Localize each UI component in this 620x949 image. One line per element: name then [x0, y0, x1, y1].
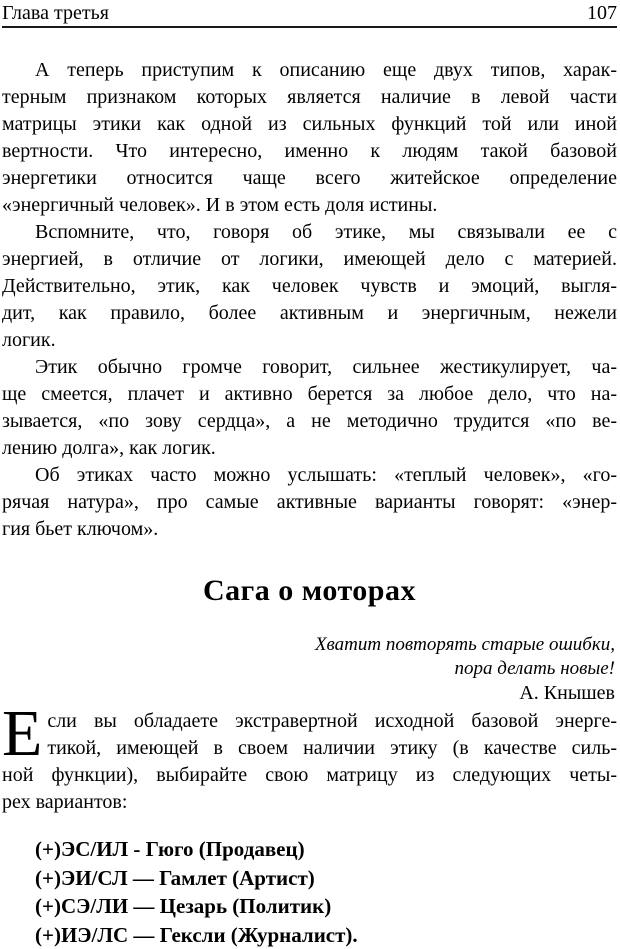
text-line: рячая натура», про самые активные варианты говорят: «энер-: [2, 491, 617, 513]
text-line: лению долга», как логик.: [2, 437, 216, 459]
text-line: (+)СЭ/ЛИ — Цезарь (Политик): [35, 894, 332, 918]
chapter-title: Глава третья: [2, 2, 109, 24]
paragraph-3: [2, 354, 617, 462]
text-line: зывается, «по зову сердца», а не методично трудится «по ве-: [2, 410, 617, 432]
text-line: Действительно, этик, как человек чувств и эмоций, выгля-: [2, 275, 617, 297]
text-line: матрицы этики как одной из сильных функций той или иной: [2, 113, 617, 135]
text-line: гия бьет ключом».: [2, 518, 159, 540]
text-line: Об этиках часто можно услышать: «теплый человек», «го-: [35, 464, 617, 486]
dropcap-paragraph-lines: [2, 697, 617, 816]
epigraph: [2, 633, 617, 681]
text-line: пора делать новые!: [454, 658, 615, 679]
text-line: (+)ЭС/ИЛ - Гюго (Продавец): [35, 837, 305, 861]
text-line: ще смеется, плачет и активно берется за любое дело, что на-: [2, 383, 617, 405]
text-line: Этик обычно громче говорит, сильнее жестикулирует, ча-: [35, 356, 617, 378]
body-text: [2, 57, 617, 949]
text-line: тикой, имеющей в своем наличии этику (в качестве силь-: [47, 737, 617, 759]
text-line: (+)ИЭ/ЛС — Гексли (Журналист).: [35, 922, 358, 947]
type-list: [2, 835, 617, 949]
dropcap-paragraph: [2, 697, 617, 816]
paragraph-2: [2, 219, 617, 354]
text-line: сли вы обладаете экстравертной исходной базовой энерге-: [47, 710, 617, 732]
text-line: Хватит повторять старые ошибки,: [314, 634, 615, 655]
text-line: А теперь приступим к описанию еще двух типов, харак-: [35, 59, 617, 81]
text-line: энергетики относится чаще всего житейское определение: [2, 167, 617, 189]
text-line: терным признаком которых является наличие в левой части: [2, 86, 617, 108]
text-line: дит, как правило, более активным и энергичным, нежели: [2, 302, 617, 324]
drop-cap-letter: Е: [2, 697, 43, 770]
section-title: Сага о моторах: [203, 574, 416, 607]
text-line: (+)ЭИ/СЛ — Гамлет (Артист): [35, 865, 315, 890]
text-line: вертности. Что интересно, именно к людям такой базовой: [2, 140, 617, 162]
paragraph-4: [2, 462, 617, 543]
text-line: Вспомните, что, говоря об этике, мы связывали ее с: [35, 221, 617, 243]
page-number: 107: [587, 2, 617, 24]
text-line: ной функции), выбирайте свою матрицу из следующих четы-: [2, 764, 617, 786]
text-line: логик.: [2, 329, 56, 351]
epigraph-author: А. Кнышев: [519, 682, 615, 704]
running-header: [2, 0, 617, 28]
text-line: рех вариантов:: [2, 791, 128, 813]
paragraph-1: [2, 57, 617, 219]
text-line: энергией, в отличие от логики, имеющей дело с материей.: [2, 248, 617, 270]
text-line: «энергичный человек». И в этом есть доля истины.: [2, 194, 438, 216]
